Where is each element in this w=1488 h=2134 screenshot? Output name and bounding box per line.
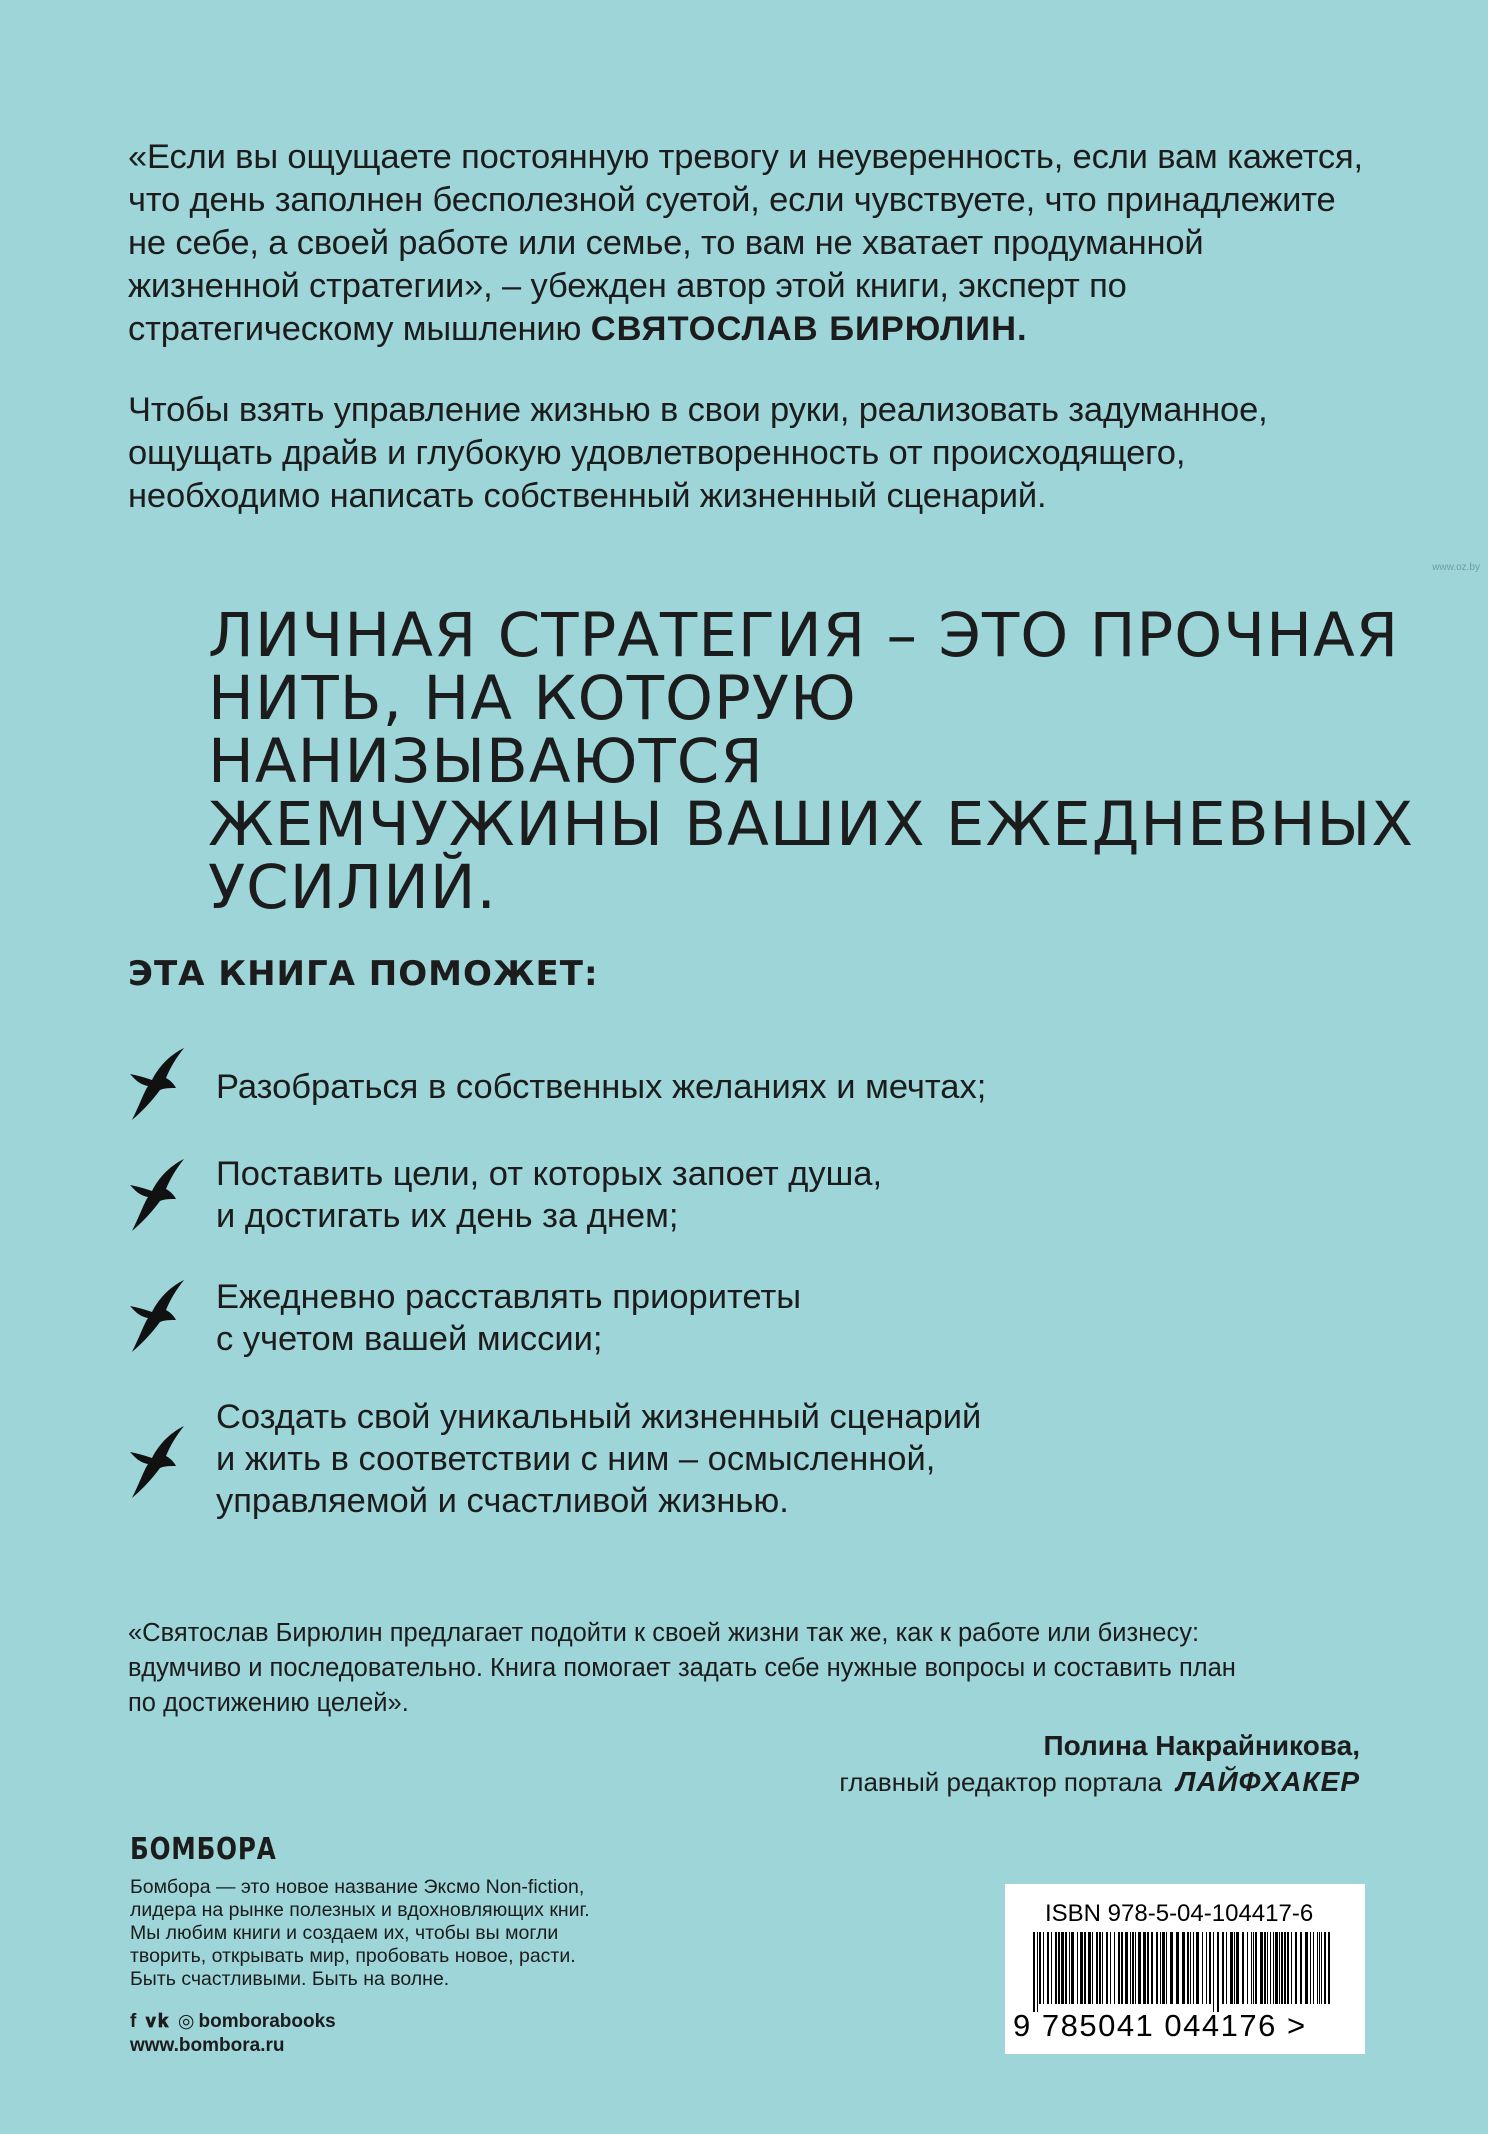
barcode-bar bbox=[1275, 1932, 1278, 2004]
barcode-bar bbox=[1295, 1932, 1297, 2004]
barcode-bar bbox=[1118, 1932, 1120, 2004]
barcode-bar bbox=[1151, 1932, 1153, 2004]
barcode-bar bbox=[1305, 1932, 1308, 2004]
barcode-bar bbox=[1102, 1932, 1103, 2004]
barcode-bar bbox=[1065, 1932, 1067, 2004]
publisher-line: Быть счастливыми. Быть на волне. bbox=[130, 1968, 450, 1990]
barcode-bar bbox=[1096, 1932, 1098, 2004]
barcode-bar bbox=[1213, 1932, 1214, 2012]
benefit-text bbox=[216, 1153, 1316, 1237]
barcode-bar bbox=[1156, 1932, 1158, 2004]
barcode-bar bbox=[1114, 1932, 1115, 2004]
barcode-bar bbox=[1125, 1932, 1128, 2004]
barcode-bar bbox=[1279, 1932, 1280, 2004]
barcode-bar bbox=[1162, 1932, 1165, 2004]
pull-quote-line: УСИЛИЙ. bbox=[208, 852, 497, 923]
barcode-bar bbox=[1080, 1932, 1083, 2004]
benefit-text bbox=[216, 1396, 1316, 1522]
barcode-bar bbox=[1242, 1932, 1244, 2004]
social-line bbox=[130, 2010, 336, 2034]
review-author-name: Полина Накрайникова, bbox=[1043, 1730, 1360, 1761]
benefit-line: управляемой и счастливой жизнью. bbox=[216, 1482, 789, 1520]
barcode-bar bbox=[1217, 1932, 1219, 2012]
barcode-bar bbox=[1055, 1932, 1057, 2004]
social-icons: f 𝐯𝐤 ◎ bbox=[130, 2011, 197, 2032]
bird-icon bbox=[128, 1278, 186, 1354]
barcode-bar bbox=[1039, 1932, 1041, 2004]
barcode-bar bbox=[1255, 1932, 1257, 2004]
barcode-bar bbox=[1110, 1932, 1111, 2004]
barcode-bar bbox=[1222, 1932, 1224, 2004]
barcode-bar bbox=[1236, 1932, 1239, 2004]
benefit-line: Создать свой уникальный жизненный сценарий bbox=[216, 1398, 982, 1436]
benefit-text bbox=[216, 1066, 1316, 1108]
review-quote bbox=[128, 1616, 1388, 1721]
benefit-line: с учетом вашей миссии; bbox=[216, 1320, 603, 1358]
barcode-bar bbox=[1234, 1932, 1235, 2004]
publisher-line: Бомбора — это новое название Эксмо Non-fiction, bbox=[130, 1876, 585, 1898]
intro-quote: «Если вы ощущаете постоянную тревогу и неуверенность, если вам кажется, что день заполнен бесполезной суетой, если чувствуете, что принадлежите не себе, а своей работе или семье, то вам не хватает продуманной жизненной стратегии», – убежден автор этой книги, эксперт по стратегическому мышлению bbox=[128, 138, 1363, 348]
intro-paragraph-1 bbox=[128, 136, 1378, 351]
barcode-bar bbox=[1047, 1932, 1049, 2004]
barcode-bar bbox=[1287, 1932, 1289, 2004]
barcode-bar bbox=[1092, 1932, 1093, 2004]
benefit-line: и жить в соответствии с ним – осмысленной, bbox=[216, 1440, 936, 1478]
barcode-bar bbox=[1291, 1932, 1292, 2004]
barcode-bar bbox=[1160, 1932, 1161, 2004]
barcode-bar bbox=[1166, 1932, 1167, 2004]
barcode-bar bbox=[1319, 1932, 1320, 2004]
barcode-bar bbox=[1310, 1932, 1311, 2004]
author-name: СВЯТОСЛАВ БИРЮЛИН. bbox=[590, 310, 1028, 348]
barcode-bar bbox=[1182, 1932, 1185, 2004]
barcode-bar bbox=[1138, 1932, 1141, 2004]
bird-icon bbox=[128, 1157, 186, 1233]
barcode-bar bbox=[1071, 1932, 1074, 2004]
publisher-line: лидера на рынке полезных и вдохновляющих книг. bbox=[130, 1899, 590, 1921]
review-line: вдумчиво и последовательно. Книга помогает задать себе нужные вопросы и составить план bbox=[128, 1654, 1236, 1682]
watermark: www.oz.by bbox=[1432, 562, 1480, 573]
barcode-bar bbox=[1121, 1932, 1123, 2004]
barcode-bar bbox=[1033, 1932, 1035, 2012]
intro-text bbox=[128, 136, 1378, 518]
barcode-bar bbox=[1202, 1932, 1203, 2004]
barcode-bar bbox=[1143, 1932, 1146, 2004]
barcode-bar bbox=[1061, 1932, 1064, 2004]
publisher-line: творить, открывать мир, пробовать новое, расти. bbox=[130, 1945, 576, 1967]
barcode-bar bbox=[1281, 1932, 1283, 2004]
barcode-bar bbox=[1321, 1932, 1322, 2004]
benefit-line: Поставить цели, от которых запоет душа, bbox=[216, 1155, 883, 1193]
barcode-bar bbox=[1247, 1932, 1248, 2004]
bird-icon bbox=[128, 1424, 186, 1500]
review-line: по достижению целей». bbox=[128, 1689, 409, 1717]
barcode-bar bbox=[1196, 1932, 1199, 2004]
barcode-bar bbox=[1324, 1932, 1326, 2004]
publisher-logo: БОМБОРА bbox=[130, 1832, 277, 1867]
website: www.bombora.ru bbox=[130, 2035, 285, 2056]
pull-quote-line: НИТЬ, НА КОТОРУЮ НАНИЗЫВАЮТСЯ bbox=[208, 663, 857, 797]
barcode-bar bbox=[1069, 1932, 1070, 2004]
barcode-bar bbox=[1037, 1932, 1038, 2012]
barcode-bar bbox=[1088, 1932, 1091, 2004]
barcode-bar bbox=[1226, 1932, 1227, 2004]
pull-quote-line: ЛИЧНАЯ СТРАТЕГИЯ – ЭТО ПРОЧНАЯ bbox=[208, 600, 1400, 671]
barcode-bar bbox=[1130, 1932, 1131, 2004]
benefit-text bbox=[216, 1276, 1316, 1360]
barcode-bar bbox=[1106, 1932, 1108, 2004]
barcode-bar bbox=[1043, 1932, 1044, 2004]
barcode-bar bbox=[1317, 1932, 1318, 2004]
barcode-bar bbox=[1230, 1932, 1233, 2004]
isbn-number: ISBN 978-5-04-104417-6 bbox=[1045, 1900, 1314, 1927]
pull-quote-line: ЖЕМЧУЖИНЫ ВАШИХ ЕЖЕДНЕВНЫХ bbox=[208, 789, 1415, 860]
bird-icon bbox=[128, 1046, 186, 1122]
publisher-contacts bbox=[130, 2010, 336, 2058]
barcode-bar bbox=[1300, 1932, 1302, 2004]
barcode-bar bbox=[1051, 1932, 1052, 2004]
benefit-line: Ежедневно расставлять приоритеты bbox=[216, 1278, 802, 1316]
lifehacker-logo: ЛАЙФХАКЕР bbox=[1176, 1766, 1360, 1797]
benefits-heading: ЭТА КНИГА ПОМОЖЕТ: bbox=[128, 954, 599, 994]
barcode-bar bbox=[1273, 1932, 1274, 2004]
review-author-role-line bbox=[839, 1764, 1360, 1800]
barcode-bar bbox=[1328, 1932, 1330, 2004]
barcode-panel bbox=[1005, 1884, 1365, 2054]
barcode-bar bbox=[1270, 1932, 1271, 2004]
barcode-bar bbox=[1084, 1932, 1086, 2004]
benefit-line: Разобраться в собственных желаниях и мечтах; bbox=[216, 1068, 987, 1106]
barcode-bar bbox=[1209, 1932, 1211, 2004]
barcode-bar bbox=[1253, 1932, 1254, 2004]
intro-paragraph-2: Чтобы взять управление жизнью в свои руки, реализовать задуманное, ощущать драйв и глубокую удовлетворенность от происходящего, необходимо написать собственный жизненный сценарий. bbox=[128, 391, 1268, 515]
publisher-line: Мы любим книги и создаем их, чтобы вы могли bbox=[130, 1922, 559, 1944]
barcode-bar bbox=[1264, 1932, 1266, 2004]
barcode-bar bbox=[1132, 1932, 1134, 2004]
pull-quote bbox=[208, 600, 1428, 923]
barcode-bar bbox=[1187, 1932, 1189, 2004]
review-line: «Святослав Бирюлин предлагает подойти к своей жизни так же, как к работе или бизнесу: bbox=[128, 1619, 1200, 1647]
barcode-bar bbox=[1284, 1932, 1286, 2004]
social-handle: bomborabooks bbox=[198, 2011, 336, 2032]
barcode-digits: 9 785041 044176 > bbox=[1013, 2008, 1307, 2043]
barcode-bar bbox=[1147, 1932, 1149, 2004]
barcode-bar bbox=[1170, 1932, 1173, 2004]
review-author-role: главный редактор портала bbox=[839, 1767, 1163, 1797]
publisher-description bbox=[130, 1876, 690, 1991]
barcode-bars bbox=[1005, 1932, 1365, 2012]
review-author bbox=[839, 1728, 1360, 1800]
benefit-line: и достигать их день за днем; bbox=[216, 1197, 679, 1235]
barcode-bar bbox=[1260, 1932, 1263, 2004]
barcode-bar bbox=[1267, 1932, 1268, 2004]
barcode-bar bbox=[1176, 1932, 1179, 2004]
barcode-bar bbox=[1313, 1932, 1314, 2004]
barcode-bar bbox=[1193, 1932, 1194, 2004]
barcode-bar bbox=[1190, 1932, 1191, 2004]
barcode-bar bbox=[1058, 1932, 1060, 2004]
barcode-bar bbox=[1077, 1932, 1078, 2004]
barcode-bar bbox=[1251, 1932, 1252, 2004]
barcode-bar bbox=[1099, 1932, 1101, 2004]
barcode-bar bbox=[1206, 1932, 1207, 2004]
barcode-bar bbox=[1135, 1932, 1136, 2004]
